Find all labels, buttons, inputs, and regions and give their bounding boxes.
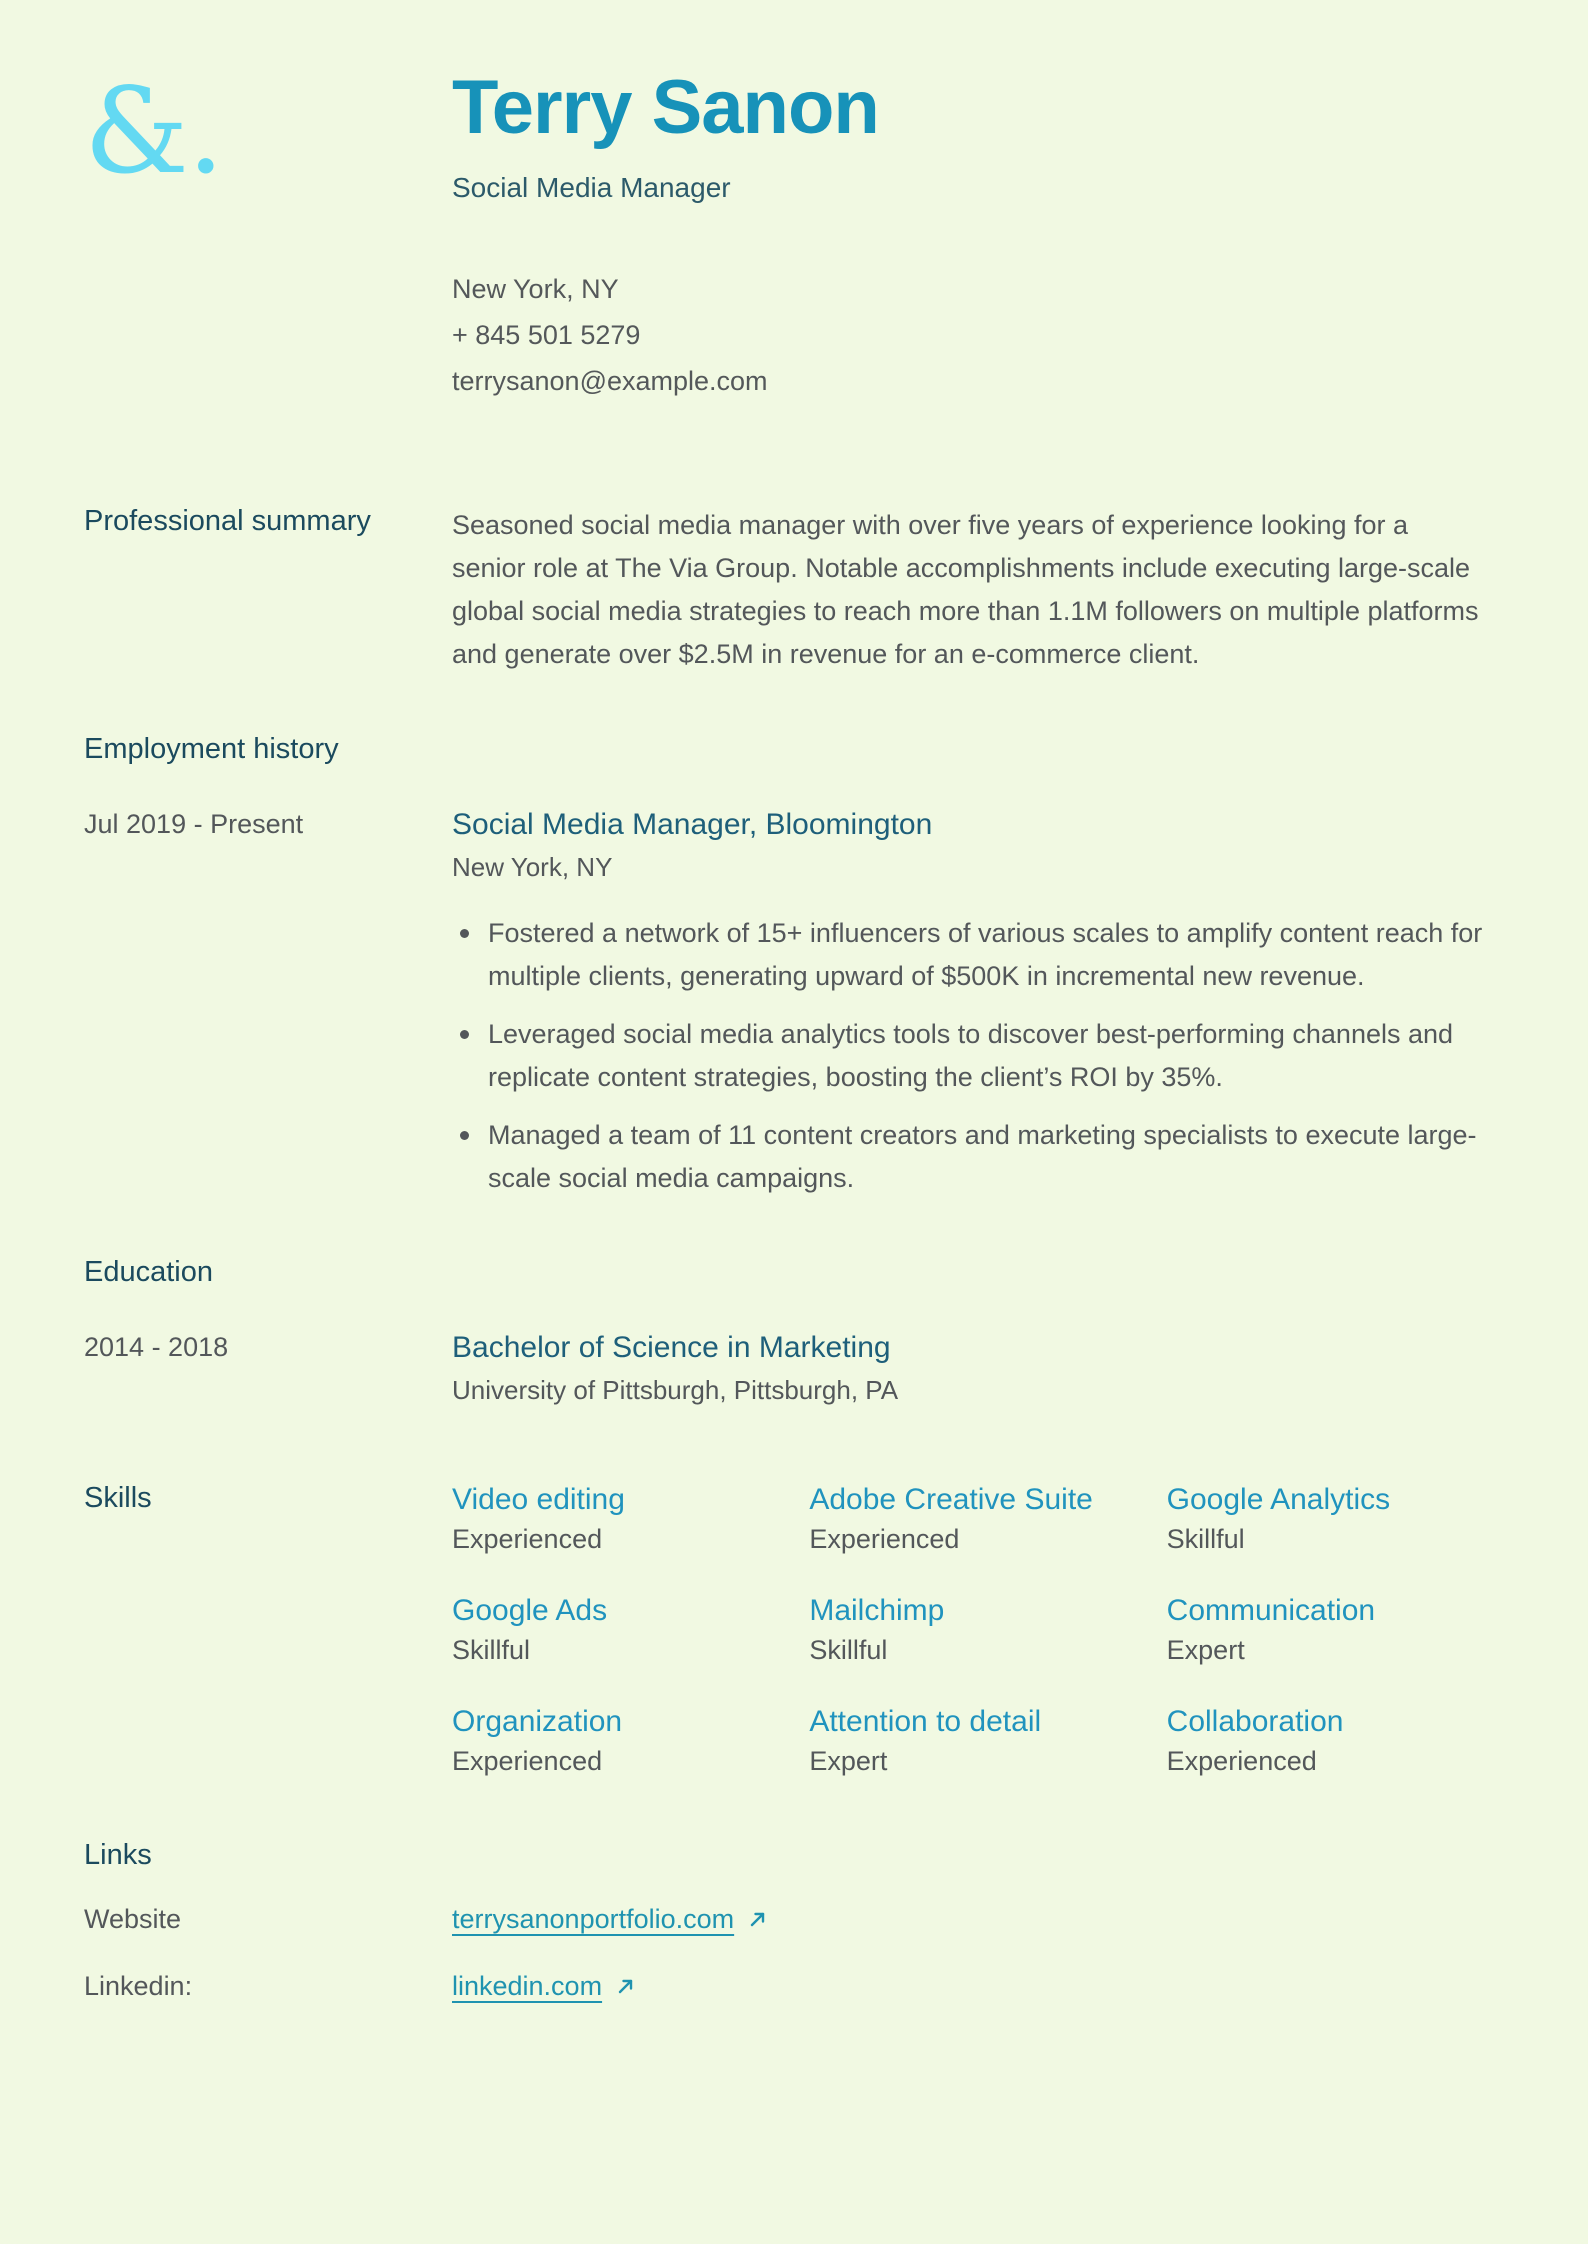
skill-level: Skillful <box>1166 1524 1245 1554</box>
link-row-website <box>84 1899 1504 1939</box>
skill-level: Skillful <box>809 1635 888 1665</box>
skill-cell <box>452 1592 789 1667</box>
skill-name: Organization <box>452 1705 623 1738</box>
skill-name: Google Analytics <box>1166 1483 1391 1516</box>
skill-cell <box>1167 1481 1504 1556</box>
skill-cell <box>809 1703 1146 1778</box>
education-details <box>452 1329 1488 1407</box>
skill-name: Video editing <box>452 1483 625 1516</box>
linkedin-link[interactable] <box>452 1966 638 2006</box>
job-bullet-list <box>452 912 1488 1200</box>
skill-level: Experienced <box>809 1524 960 1554</box>
contact-phone: + 845 501 5279 <box>452 320 641 350</box>
summary-section <box>84 504 1504 676</box>
job-location: New York, NY <box>452 852 613 882</box>
contact-location: New York, NY <box>452 274 619 304</box>
skill-level: Expert <box>1166 1635 1245 1665</box>
skill-level: Experienced <box>1166 1746 1317 1776</box>
education-section-heading-row <box>84 1255 1504 1289</box>
skills-heading: Skills <box>84 1482 152 1514</box>
education-heading: Education <box>84 1256 213 1288</box>
job-dates: Jul 2019 - Present <box>84 809 304 839</box>
degree-title: Bachelor of Science in Marketing <box>452 1331 891 1364</box>
job-details <box>452 806 1488 1215</box>
school-name: University of Pittsburgh, Pittsburgh, PA <box>452 1375 899 1405</box>
website-label: Website <box>84 1904 182 1934</box>
links-section-heading-row <box>84 1838 1504 1872</box>
links-heading: Links <box>84 1839 152 1871</box>
employment-heading: Employment history <box>84 733 339 765</box>
website-link-text: terrysanonportfolio.com <box>452 1904 735 1934</box>
employment-entry <box>84 806 1504 1215</box>
education-dates: 2014 - 2018 <box>84 1332 229 1362</box>
website-link[interactable] <box>452 1899 770 1939</box>
external-link-arrow-icon <box>746 1907 770 1931</box>
skill-cell <box>809 1481 1146 1556</box>
ampersand-logo-icon: &. <box>84 62 223 200</box>
skills-grid <box>452 1481 1504 1778</box>
linkedin-link-text: linkedin.com <box>452 1971 603 2001</box>
candidate-job-title: Social Media Manager <box>452 172 731 203</box>
skill-cell <box>1167 1592 1504 1667</box>
skill-name: Communication <box>1166 1594 1376 1627</box>
skills-section <box>84 1481 1504 1778</box>
job-title: Social Media Manager, Bloomington <box>452 808 933 841</box>
skill-name: Adobe Creative Suite <box>809 1483 1093 1516</box>
job-bullet: Fostered a network of 15+ influencers of various scales to amplify content reach for multiple clients, generating upward of $500K in incremental new revenue. <box>452 912 1488 998</box>
skill-name: Google Ads <box>452 1594 608 1627</box>
skill-cell <box>452 1703 789 1778</box>
summary-text: Seasoned social media manager with over five years of experience looking for a senior role at The Via Group. Notable accomplishments include executing large-scale global social media strategies to reach more than 1.1M followers on multiple platforms and generate over $2.5M in revenue for an e-commerce client. <box>452 510 1479 669</box>
skill-level: Skillful <box>452 1635 531 1665</box>
skill-name: Attention to detail <box>809 1705 1042 1738</box>
job-bullet: Leveraged social media analytics tools to discover best-performing channels and replicate content strategies, boosting the client’s ROI by 35%. <box>452 1013 1488 1099</box>
link-row-linkedin <box>84 1966 1504 2006</box>
skill-cell <box>809 1592 1146 1667</box>
skill-level: Experienced <box>452 1746 603 1776</box>
header-main <box>452 65 1504 404</box>
skill-level: Expert <box>809 1746 888 1776</box>
summary-heading: Professional summary <box>84 505 371 537</box>
job-bullet: Managed a team of 11 content creators and marketing specialists to execute large-scale social media campaigns. <box>452 1114 1488 1200</box>
skill-cell <box>452 1481 789 1556</box>
skill-cell <box>1167 1703 1504 1778</box>
education-entry <box>84 1329 1504 1407</box>
contact-email: terrysanon@example.com <box>452 366 768 396</box>
contact-block <box>452 266 1504 404</box>
header <box>84 62 1504 404</box>
skill-level: Experienced <box>452 1524 603 1554</box>
employment-section-heading-row <box>84 732 1504 766</box>
external-link-arrow-icon <box>614 1974 638 1998</box>
candidate-name: Terry Sanon <box>452 65 879 150</box>
linkedin-label: Linkedin: <box>84 1971 193 2001</box>
skill-name: Mailchimp <box>809 1594 945 1627</box>
skill-name: Collaboration <box>1166 1705 1344 1738</box>
